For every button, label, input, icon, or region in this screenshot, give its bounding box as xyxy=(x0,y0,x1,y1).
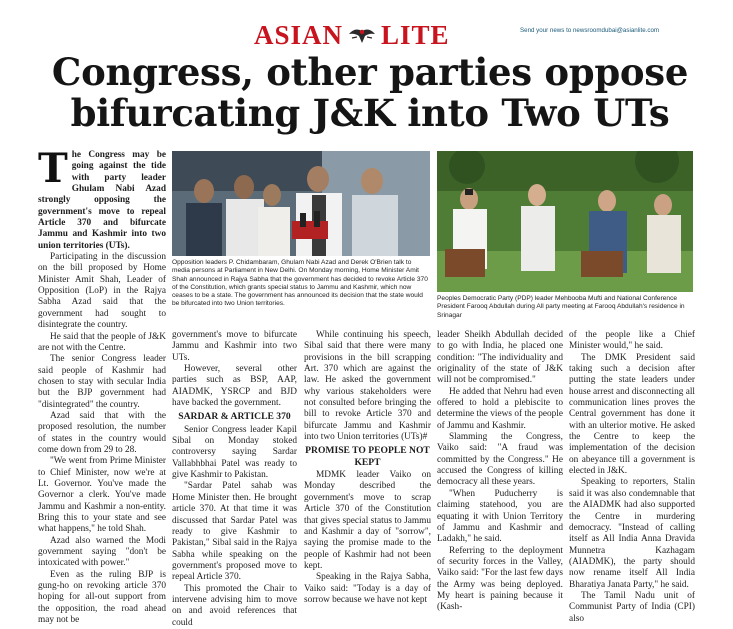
paragraph: Speaking to reporters, Stalin said it was also condemnable that the AIADMK had also supported the Centre in murdering democracy. "Instead of calling itself as All India Anna Dravida Munnetra Kazhagam (AIADMK), the party should now rename itself All India Bharatiya Janata Party," he said. xyxy=(569,477,695,590)
paragraph: Senior Congress leader Kapil Sibal on Monday stoked controversy saying Sardar Vallabhbhai Patel was ready to give Kashmir to Pakistan. xyxy=(172,424,297,481)
paragraph: of the people like a Chief Minister would," he said. xyxy=(569,330,695,352)
subheading: SARDAR & ARTICLE 370 xyxy=(178,411,291,423)
paragraph: "When Puducherry is claiming statehood, you are equating it with Union Territory of Jammu and Kashmir and Ladakh," he said. xyxy=(437,488,563,545)
paragraph: Referring to the deployment of security forces in the Valley, Vaiko said: "For the last few days the Army was being deployed. My heart is paining because it (Kash- xyxy=(437,545,563,613)
article-column-5 xyxy=(569,330,695,625)
paragraph: Participating in the discussion on the bill proposed by Home Minister Amit Shah, Leader of Opposition (LoP) in the Rajya Sabha Azad said that the government had sought to disintegrate the country. xyxy=(38,252,166,331)
paragraph: This promoted the Chair to intervene advising him to move on and avoid references that could xyxy=(172,583,297,628)
publication-logo[interactable] xyxy=(254,20,484,50)
subheading: PROMISE TO PEOPLE NOT KEPT xyxy=(305,445,430,468)
article-column-1 xyxy=(38,145,166,626)
paragraph: government's move to bifurcate Jammu and Kashmir into two UTs. xyxy=(172,330,297,363)
paragraph: MDMK leader Vaiko on Monday described the government's move to scrap Article 370 of the Constitution that gives special status to Jammu and Kashmir a day of "sorrow", saying the promise made to the people of Kashmir had not been kept. xyxy=(304,470,431,571)
photo-caption-left: Opposition leaders P. Chidambaram, Ghulam Nabi Azad and Derek O'Brien talk to media persons at Parliament in New Delhi. On Monday morning, Home Minister Amit Shah announced in Rajya Sabha that the government has decided to revoke Article 370 of the Constitution, which grants special status to Jammu and Kashmir, which now ceases to be a state. The government has announced its decision that the state would be bifurcated into two Union territories. xyxy=(172,259,428,308)
paragraph: Azad said that with the proposed resolution, the number of states in the country would come down from 29 to 28. xyxy=(38,410,166,455)
paragraph: He added that Nehru had even offered to hold a plebiscite to determine the views of the people of Jammu and Kashmir. xyxy=(437,386,563,431)
article-column-2 xyxy=(172,330,297,629)
page-headline: Congress, other parties oppose bifurcating J&K into Two UTs xyxy=(51,50,689,135)
eagle-emblem-icon xyxy=(347,23,377,53)
drop-cap: T xyxy=(38,145,68,192)
paragraph: The DMK President said taking such a decision after putting the state leaders under house arrest and disconnecting all communication lines proves the Central government has done it with an ulterior motive. He asked the Centre to keep the implementation of the decision on abeyance till a government is elected in J&K. xyxy=(569,352,695,477)
photo-caption-right: Peoples Democratic Party (PDP) leader Mehbooba Mufti and National Conference President Farooq Abdullah during All party meeting at Farooq Abdullah's residence in Srinagar xyxy=(437,295,685,319)
paragraph: The Tamil Nadu unit of Communist Party of India (CPI) also xyxy=(569,590,695,624)
paragraph: "Sardar Patel sahab was Home Minister then. He brought article 370. At that time it was discussed that Sardar Patel was ready to give Kashmir to Pakistan," Sibal said in the Rajya Sabha while speaking on the government's proposed move to repeal Article 370. xyxy=(172,481,297,583)
paragraph: Speaking in the Rajya Sabha, Vaiko said: "Today is a day of sorrow because we have not kept xyxy=(304,572,431,605)
paragraph: He said that the people of J&K are not with the Centre. xyxy=(38,331,166,353)
article-column-3 xyxy=(304,330,431,606)
paragraph: leader Sheikh Abdullah decided to go with India, he placed one condition: "The individuality and originality of the state of J&K will not be compromised." xyxy=(437,330,563,386)
logo-text-left: ASIAN xyxy=(254,20,344,50)
paragraph: Even as the ruling BJP is gung-ho on revoking article 370 hoping for all-out support from the opposition, the road ahead may not be xyxy=(38,569,166,626)
paragraph: The senior Congress leader said people of Kashmir had chosen to stay with secular India but the BJP government had "disintegrated" the country. xyxy=(38,354,166,410)
article-column-4 xyxy=(437,330,563,614)
news-contact[interactable]: Send your news to newsroomdubai@asianlite.com xyxy=(520,27,660,34)
press-photo-srinagar xyxy=(437,151,693,292)
logo-text-right: LITE xyxy=(381,20,450,50)
press-photo-parliament xyxy=(172,151,430,256)
paragraph: Azad also warned the Modi government saying "don't be intoxicated with power." xyxy=(38,535,166,569)
masthead xyxy=(0,0,733,56)
paragraph: Slamming the Congress, Vaiko said: "A fraud was committed by the Congress." He accused the Congress of killing democracy all these years. xyxy=(437,432,563,488)
paragraph: However, several other parties such as BSP, AAP, AIADMK, YSRCP and BJD have backed the government. xyxy=(172,364,297,409)
lead-paragraph: The Congress may be going against the tide with party leader Ghulam Nabi Azad strongly opposing the government's move to repeal Article 370 and bifurcate Jammu and Kashmir into two union territories (UTs). xyxy=(38,145,166,251)
paragraph: "We went from Prime Minister to Chief Minister, now we're at Lt. Governor. You've made the Governor a clerk. You've made Jammu and Kashmir a non-entity. Bring this to your state and see what happens," he told Shah. xyxy=(38,456,166,535)
paragraph: While continuing his speech, Sibal said that there were many provisions in the bill scrapping Art. 370 which are against the law. He asked the government why various stakeholders were not consulted before bringing the bill to revoke Article 370 and bifurcate Jammu and Kashmir into two Union territories (UTs)# xyxy=(304,330,431,443)
